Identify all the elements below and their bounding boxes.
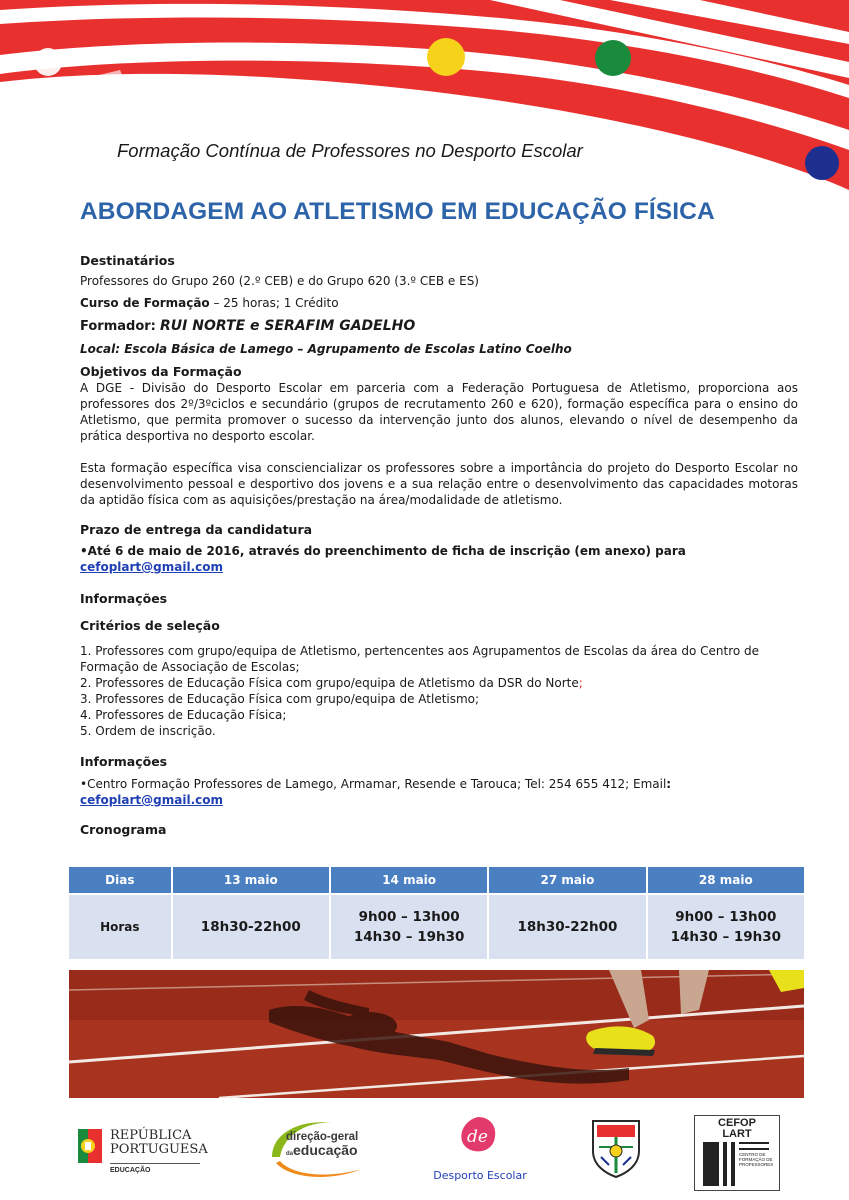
prazo-line xyxy=(80,543,798,575)
green-circle-icon xyxy=(595,40,631,76)
cefop-small-text: CENTRO DE FORMAÇÃO DE PROFESSORES xyxy=(739,1152,774,1167)
table-header-day-2: 14 maio xyxy=(330,867,488,894)
dge-line-3: educação xyxy=(293,1142,358,1158)
criterios-list xyxy=(80,643,798,739)
criterio-item-1: 1. Professores com grupo/equipa de Atletismo, pertencentes aos Agrupamentos de Escolas da área do Centro de Formação de Associação de Escolas; xyxy=(80,644,760,674)
header-banner xyxy=(0,0,849,200)
cefop-line-2: LART xyxy=(722,1128,752,1140)
document-title: ABORDAGEM AO ATLETISMO EM EDUCAÇÃO FÍSICA xyxy=(80,198,715,225)
contact-line xyxy=(80,776,798,808)
cefop-line-1: CEFOP xyxy=(718,1117,756,1129)
navy-circle-icon xyxy=(805,146,839,180)
table-header-row xyxy=(69,867,804,894)
dge-logo xyxy=(266,1117,378,1183)
objetivos-paragraph-2: Esta formação específica visa consciencializar os professores sobre a importância do projeto do Desporto Escolar no desenvolvimento pessoal e desportivo dos jovens e a sua relação entre o desenvolvimento das capacidades motoras da aptidão física com as aquisições/prestação na área/modalidade de atletismo. xyxy=(80,461,798,507)
criterio-item-5: 5. Ordem de inscrição. xyxy=(80,724,216,738)
table-cell-hours-3 xyxy=(488,894,646,959)
republica-line-3: EDUCAÇÃO xyxy=(110,1167,151,1174)
republica-portuguesa-logo xyxy=(78,1127,218,1177)
objetivos-heading: Objetivos da Formação xyxy=(80,364,242,379)
contact-email-link[interactable]: cefoplart@gmail.com xyxy=(80,793,224,807)
table-header-day-4: 28 maio xyxy=(647,867,804,894)
informacoes-contact-heading: Informações xyxy=(80,754,168,769)
hours-2-slot-2: 14h30 – 19h30 xyxy=(353,929,465,945)
curso-line xyxy=(80,295,798,311)
contact-colon: : xyxy=(666,777,672,791)
curso-label: Curso de Formação xyxy=(80,296,210,310)
table-header-dias: Dias xyxy=(69,867,172,894)
criterio-item-2-text: 2. Professores de Educação Física com grupo/equipa de Atletismo da DSR do Norte xyxy=(80,676,579,690)
running-track-photo xyxy=(69,970,804,1098)
table-row-label-horas: Horas xyxy=(69,894,172,959)
prazo-heading: Prazo de entrega da candidatura xyxy=(80,522,313,537)
formador-label: Formador: xyxy=(80,319,156,334)
cefoplart-logo xyxy=(694,1115,780,1191)
table-row xyxy=(69,894,804,959)
formador-line xyxy=(80,318,798,335)
contact-text: •Centro Formação Professores de Lamego, Armamar, Resende e Tarouca; Tel: 254 655 412; Email xyxy=(80,777,667,791)
criterios-heading: Critérios de seleção xyxy=(80,618,220,633)
criterio-item-2 xyxy=(80,675,798,691)
destinatarios-heading: Destinatários xyxy=(80,253,175,268)
dge-line-1: direção-geral xyxy=(286,1131,359,1143)
portugal-shield-icon xyxy=(78,1129,102,1163)
prazo-email-link[interactable]: cefoplart@gmail.com xyxy=(80,560,224,574)
objetivos-paragraph-1: A DGE - Divisão do Desporto Escolar em parceria com a Federação Portuguesa de Atletismo, proporciona aos professores dos 2º/3ºciclos e secundário (grupos de recrutamento 260 e 620), formação específica para o ensino do Atletismo, que permita promover o sucesso da intervenção junto dos alunos, elevando o nível de desempenho da prática desportiva no desporto escolar. xyxy=(80,381,798,443)
hours-2-slot-1: 9h00 – 13h00 xyxy=(358,909,460,925)
destinatarios-text: Professores do Grupo 260 (2.º CEB) e do Grupo 620 (3.º CEB e ES) xyxy=(80,274,479,288)
footer-logos xyxy=(0,1105,849,1200)
de-emblem-icon xyxy=(458,1115,498,1155)
yellow-circle-icon xyxy=(427,38,465,76)
hours-3-slot-1: 18h30-22h00 xyxy=(517,919,618,935)
curso-text: – 25 horas; 1 Crédito xyxy=(209,296,339,310)
svg-text:de: de xyxy=(467,1127,488,1147)
prazo-text: •Até 6 de maio de 2016, através do preenchimento de ficha de inscrição (em anexo) para xyxy=(80,544,686,558)
document-content xyxy=(80,253,798,838)
table-cell-hours-2 xyxy=(330,894,488,959)
cronograma-heading: Cronograma xyxy=(80,822,167,837)
cronograma-table xyxy=(69,867,804,959)
header-subtitle: Formação Contínua de Professores no Desporto Escolar xyxy=(117,140,583,161)
table-header-day-3: 27 maio xyxy=(488,867,646,894)
republica-line-2: PORTUGUESA xyxy=(110,1142,208,1157)
republica-line-1: REPÚBLICA xyxy=(110,1128,192,1143)
informacoes-heading: Informações xyxy=(80,591,168,606)
school-crest-icon xyxy=(589,1117,643,1179)
table-header-day-1: 13 maio xyxy=(172,867,330,894)
criterio-item-4: 4. Professores de Educação Física; xyxy=(80,708,287,722)
desporto-escolar-logo xyxy=(424,1111,536,1191)
table-cell-hours-4 xyxy=(647,894,804,959)
criterio-item-3: 3. Professores de Educação Física com grupo/equipa de Atletismo; xyxy=(80,692,480,706)
dge-line-2: da xyxy=(286,1151,294,1157)
desporto-escolar-text: Desporto Escolar xyxy=(433,1169,527,1182)
formador-names: RUI NORTE e SERAFIM GADELHO xyxy=(160,318,416,334)
local-line: Local: Escola Básica de Lamego – Agrupamento de Escolas Latino Coelho xyxy=(80,342,572,356)
hours-1-slot-1: 18h30-22h00 xyxy=(200,919,301,935)
hours-4-slot-2: 14h30 – 19h30 xyxy=(670,929,782,945)
criterio-item-2-suffix: ; xyxy=(578,676,583,690)
table-cell-hours-1 xyxy=(172,894,330,959)
hours-4-slot-1: 9h00 – 13h00 xyxy=(675,909,777,925)
